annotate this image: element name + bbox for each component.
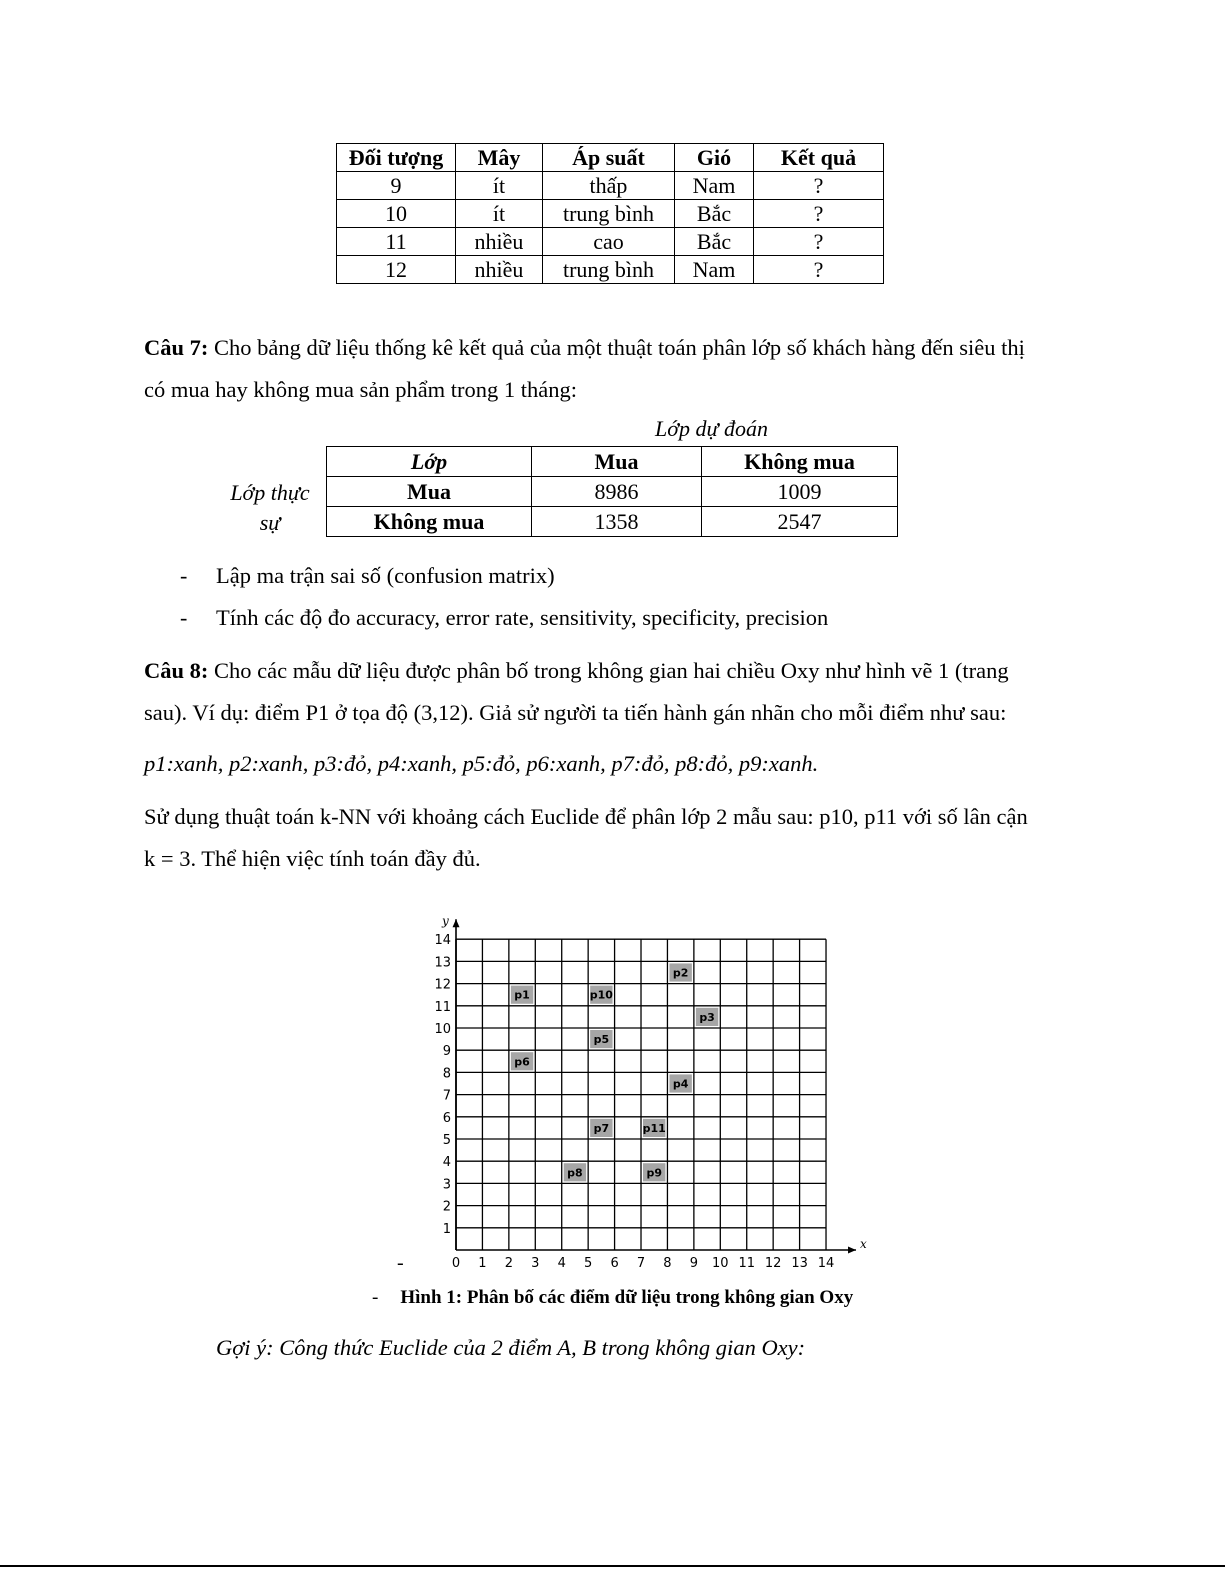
predicted-class-label: Lớp dự đoán <box>655 416 768 441</box>
y-tick-label: 2 <box>442 1199 451 1215</box>
x-tick-label: 12 <box>764 1256 782 1271</box>
table-cell: ít <box>456 172 543 200</box>
x-tick-label: 4 <box>557 1256 566 1271</box>
y-tick-label: 12 <box>434 977 451 993</box>
table-cell: Bắc <box>675 200 754 228</box>
data-label-p3: p3 <box>699 1010 715 1024</box>
table-cell: 12 <box>337 256 456 284</box>
y-tick-label: 7 <box>442 1088 451 1104</box>
x-tick-label: 6 <box>610 1256 619 1271</box>
y-tick-label: 5 <box>442 1133 451 1148</box>
x-tick-label: 10 <box>712 1256 729 1271</box>
table-cell: ? <box>754 172 884 200</box>
cau7-paragraph-line2: có mua hay không mua sản phẩm trong 1 tháng: <box>144 377 578 402</box>
table-cell: cao <box>543 228 675 256</box>
x-tick-label: 8 <box>663 1256 672 1271</box>
cau8-text: Cho các mẫu dữ liệu được phân bố trong không gian hai chiều Oxy như hình vẽ 1 (trang <box>208 658 1009 683</box>
page-bottom-rule <box>0 1565 1225 1567</box>
cau8-label: Câu 8: <box>144 658 209 683</box>
y-tick-label: 6 <box>442 1110 451 1126</box>
weather-col-header: Áp suất <box>543 144 675 172</box>
table-cell: 2547 <box>702 507 898 537</box>
cau8-paragraph-line2: sau). Ví dụ: điểm P1 ở tọa độ (3,12). Giả sử người ta tiến hành gán nhãn cho mỗi điểm như sau: <box>144 700 1007 725</box>
data-label-p4: p4 <box>672 1077 689 1091</box>
x-tick-label: 0 <box>451 1256 461 1271</box>
data-label-p7: p7 <box>593 1121 610 1135</box>
x-tick-label: 9 <box>689 1256 699 1271</box>
chart-title: Hình 1: Phân bố các điểm dữ liệu trong không gian Oxy <box>400 1287 854 1308</box>
x-tick-label: 3 <box>531 1256 540 1271</box>
y-tick-label: 8 <box>442 1066 451 1082</box>
y-tick-label: 14 <box>434 933 451 949</box>
caption-dash: - <box>372 1287 379 1308</box>
y-tick-label: 1 <box>442 1221 451 1237</box>
data-label-p5: p5 <box>593 1033 610 1047</box>
x-tick-label: 13 <box>791 1256 808 1271</box>
table-cell: 1009 <box>702 477 898 507</box>
table-cell: 9 <box>337 172 456 200</box>
table-cell: ? <box>754 256 884 284</box>
y-tick-label: 4 <box>442 1155 451 1171</box>
table-cell: trung bình <box>543 200 675 228</box>
table-cell: ít <box>456 200 543 228</box>
table-cell: 11 <box>337 228 456 256</box>
table-cell: 1358 <box>532 507 702 537</box>
cau7-text: Cho bảng dữ liệu thống kê kết quả của một thuật toán phân lớp số khách hàng đến siêu thị <box>208 335 1025 360</box>
data-label-p11: p11 <box>642 1121 666 1135</box>
x-axis-arrow-icon <box>848 1247 856 1254</box>
table-cell: 10 <box>337 200 456 228</box>
y-tick-label: 9 <box>442 1044 451 1060</box>
cau8-paragraph-line4: k = 3. Thể hiện việc tính toán đầy đủ. <box>144 846 481 871</box>
bullet-item: Lập ma trận sai số (confusion matrix) <box>216 563 555 588</box>
data-label-p9: p9 <box>646 1166 662 1180</box>
table-cell: nhiều <box>456 256 543 284</box>
x-tick-label: 7 <box>636 1256 646 1271</box>
bullet-item: Tính các độ đo accuracy, error rate, sensitivity, specificity, precision <box>216 605 829 630</box>
bullet-dash: - <box>180 563 188 588</box>
table-cell: ? <box>754 200 884 228</box>
data-label-p8: p8 <box>567 1166 583 1180</box>
y-axis-label: y <box>442 914 449 929</box>
weather-col-header: Gió <box>675 144 754 172</box>
y-tick-label: 3 <box>442 1177 451 1193</box>
data-label-p6: p6 <box>514 1055 530 1069</box>
data-label-p2: p2 <box>672 966 689 980</box>
x-tick-label: 2 <box>504 1256 514 1271</box>
y-tick-label: 10 <box>434 1022 451 1037</box>
y-axis-arrow-icon <box>453 919 460 927</box>
actual-class-label: Lớp thực sự <box>230 480 310 535</box>
weather-col-header: Đối tượng <box>337 144 456 172</box>
table-cell: trung bình <box>543 256 675 284</box>
data-label-p1: p1 <box>514 988 530 1002</box>
table-cell: nhiều <box>456 228 543 256</box>
confusion-col-header: Không mua <box>702 447 898 477</box>
x-tick-label: 1 <box>478 1256 487 1271</box>
confusion-col-header: Mua <box>532 447 702 477</box>
weather-col-header: Mây <box>456 144 543 172</box>
table-cell: Nam <box>675 172 754 200</box>
table-cell: 8986 <box>532 477 702 507</box>
confusion-col-header: Lớp <box>327 447 532 477</box>
y-tick-label: 11 <box>434 999 451 1015</box>
x-tick-label: 14 <box>817 1256 835 1271</box>
table-cell: ? <box>754 228 884 256</box>
confusion-row-header: Mua <box>327 477 532 507</box>
x-axis-label: x <box>860 1237 867 1251</box>
y-tick-label: 13 <box>434 955 451 971</box>
x-tick-label: 5 <box>584 1256 593 1271</box>
confusion-row-header: Không mua <box>327 507 532 537</box>
figure-left-dash: - <box>397 1252 404 1274</box>
data-label-p10: p10 <box>589 988 613 1002</box>
table-cell: Nam <box>675 256 754 284</box>
x-tick-label: 11 <box>738 1256 756 1271</box>
weather-col-header: Kết quả <box>754 144 884 172</box>
table-cell: thấp <box>543 172 675 200</box>
cau8-labels-line: p1:xanh, p2:xanh, p3:đỏ, p4:xanh, p5:đỏ, p6:xanh, p7:đỏ, p8:đỏ, p9:xanh. <box>144 751 819 776</box>
hint-line: Gợi ý: Công thức Euclide của 2 điểm A, B trong không gian Oxy: <box>216 1335 806 1360</box>
cau7-label: Câu 7: <box>144 335 209 360</box>
bullet-dash: - <box>180 605 188 630</box>
figure-caption <box>372 1287 853 1309</box>
cau8-paragraph-line3: Sử dụng thuật toán k-NN với khoảng cách Euclide để phân lớp 2 mẫu sau: p10, p11 với số lân cận <box>144 804 1028 829</box>
table-cell: Bắc <box>675 228 754 256</box>
